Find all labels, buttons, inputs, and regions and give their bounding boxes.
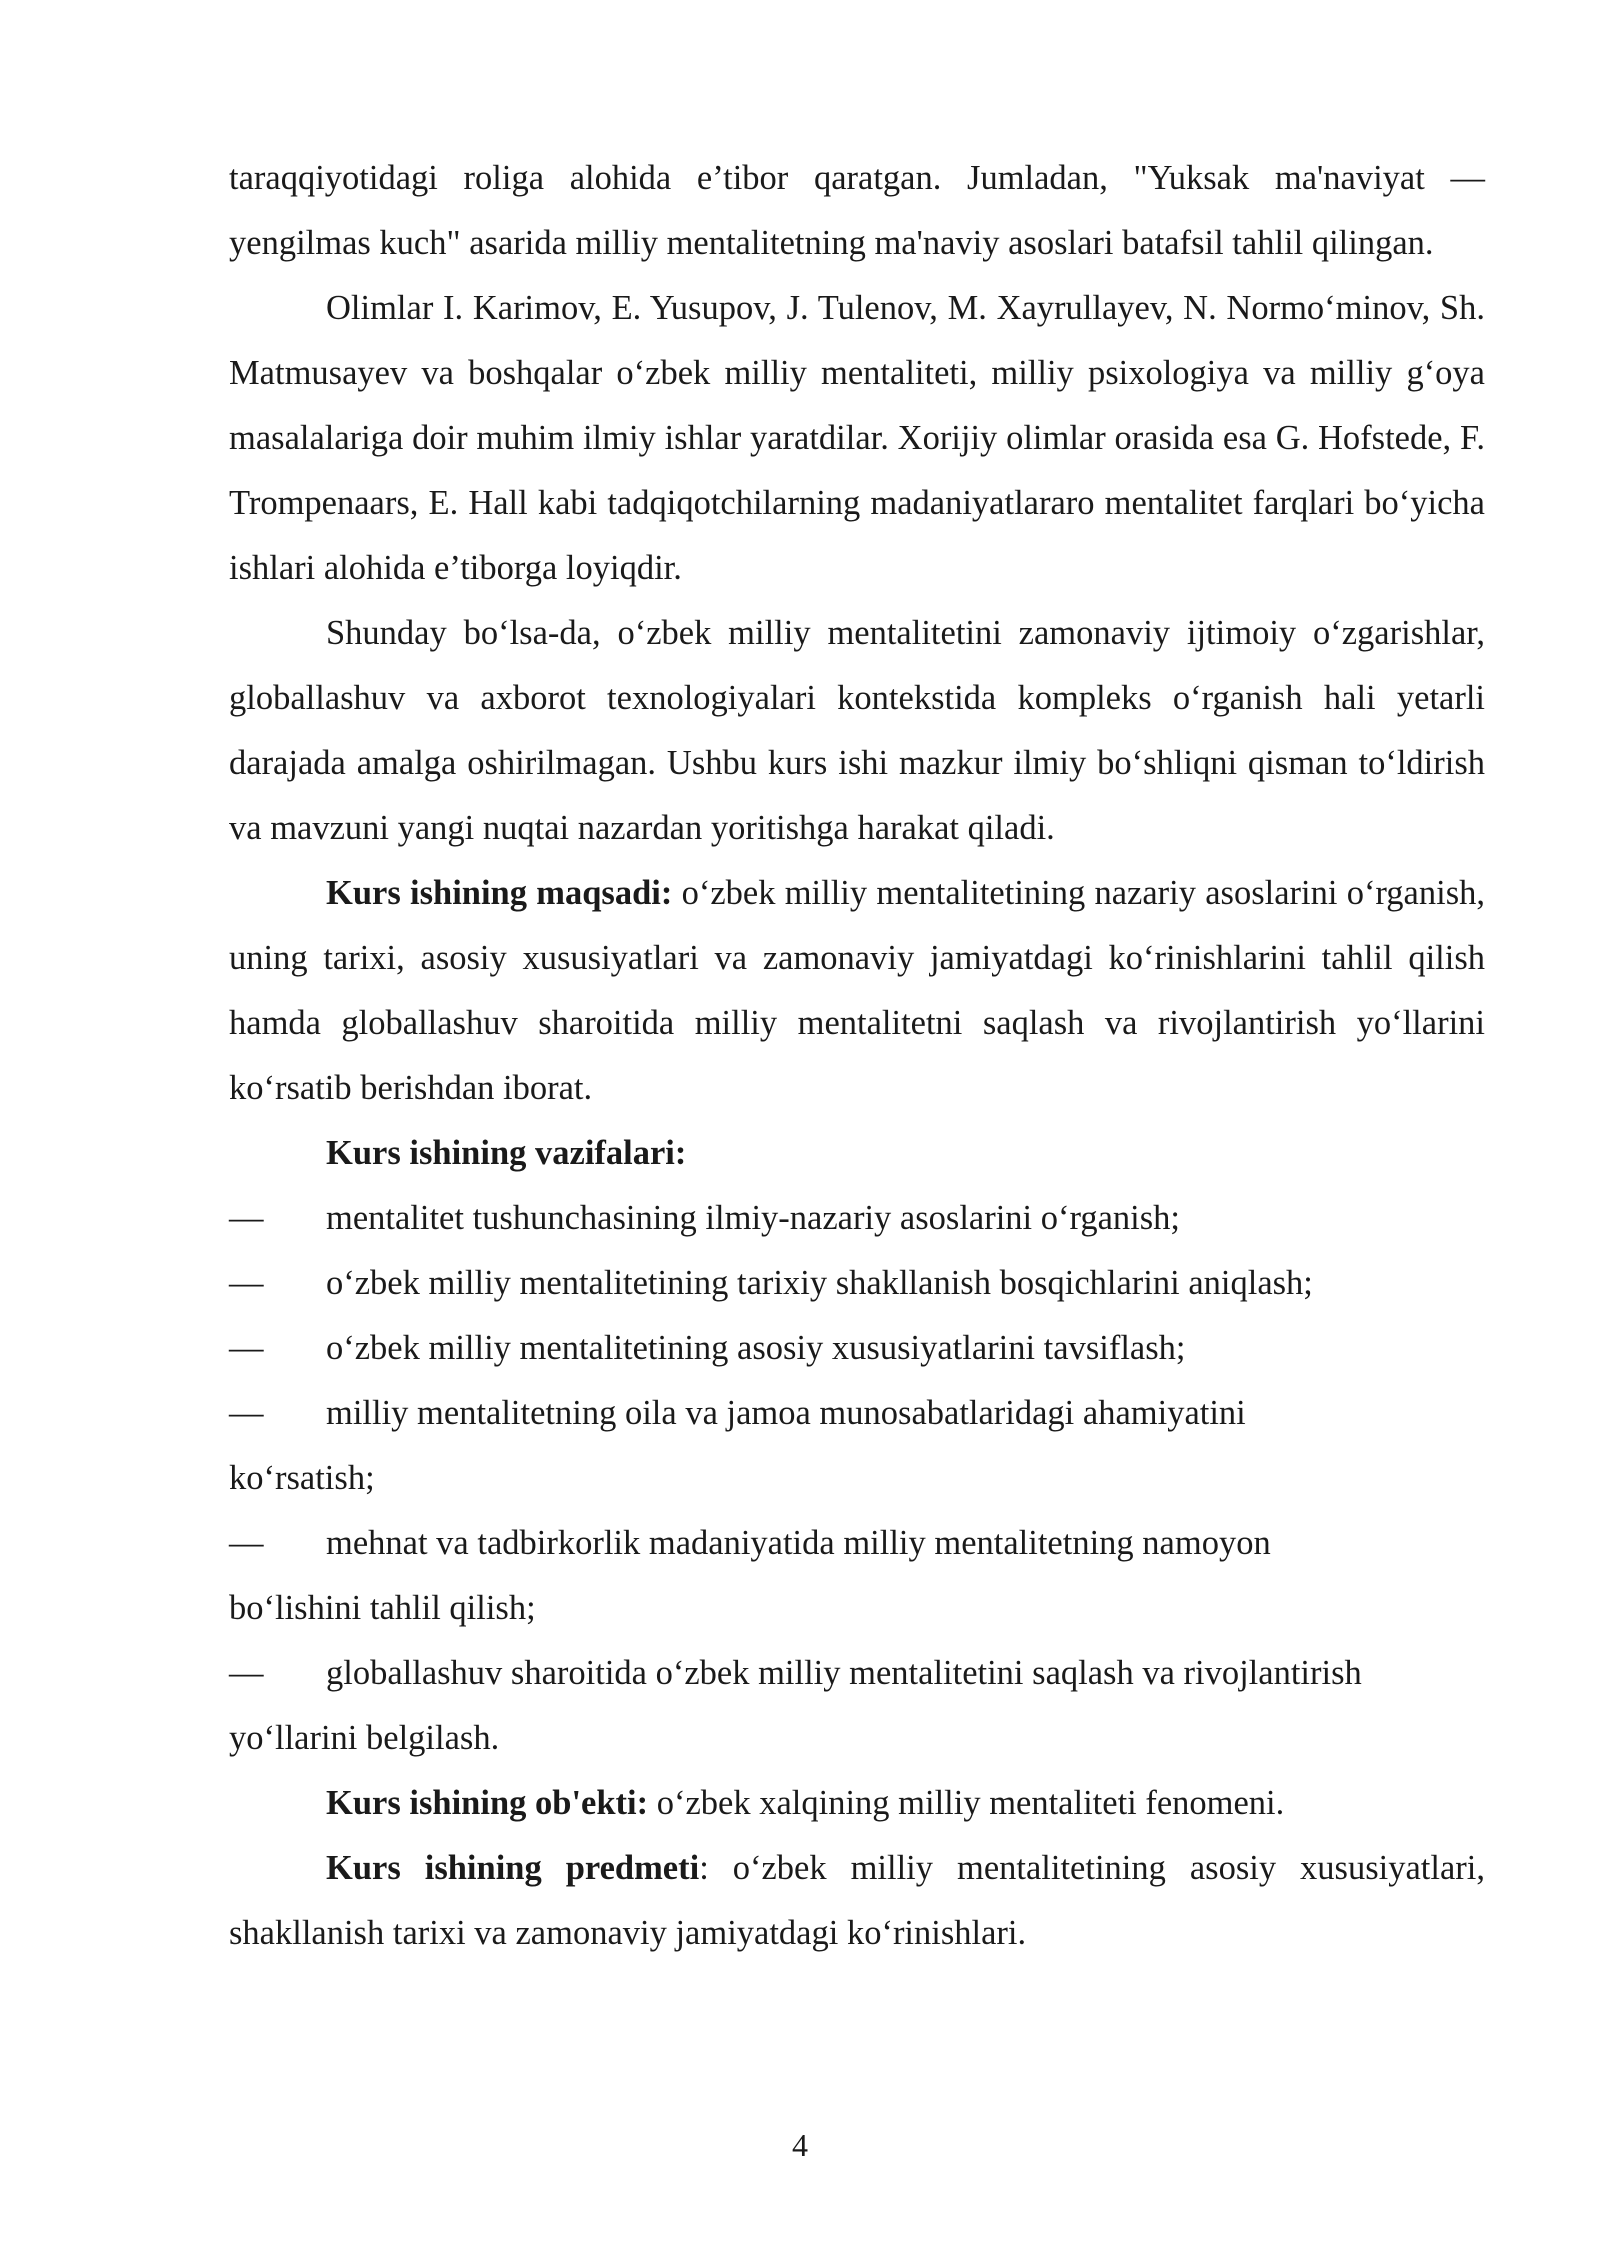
document-page xyxy=(229,146,1485,1966)
dash-bullet: — xyxy=(229,1654,264,1692)
dash-bullet: — xyxy=(229,1394,264,1432)
list-item xyxy=(229,1511,1485,1641)
paragraph-goal xyxy=(229,861,1485,1121)
dash-bullet: — xyxy=(229,1264,264,1302)
object-text: oʻzbek xalqining milliy mentaliteti fenomeni. xyxy=(648,1784,1285,1822)
list-item-continuation: koʻrsatish; xyxy=(229,1459,375,1497)
paragraph-research-gap: Shunday boʻlsa-da, oʻzbek milliy mentalitetini zamonaviy ijtimoiy oʻzgarishlar, globallashuv va axborot texnologiyalari kontekstida kompleks oʻrganish hali yetarli darajada amalga oshirilmagan. Ushbu kurs ishi mazkur ilmiy boʻshliqni qisman toʻldirish va mavzuni yangi nuqtai nazardan yoritishga harakat qiladi. xyxy=(229,614,1485,847)
list-item-text: mentalitet tushunchasining ilmiy-nazariy asoslarini oʻrganish; xyxy=(326,1199,1181,1237)
dash-bullet: — xyxy=(229,1524,264,1562)
tasks-heading: Kurs ishining vazifalari: xyxy=(326,1134,687,1172)
subject-label: Kurs ishining predmeti xyxy=(326,1849,700,1887)
page-number: 4 xyxy=(792,2127,808,2163)
list-item xyxy=(229,1641,1485,1771)
subject-text: : oʻzbek milliy mentalitetining asosiy xususiyatlari, shakllanish tarixi va zamonaviy jamiyatdagi koʻrinishlari. xyxy=(229,1849,1485,1952)
list-item xyxy=(229,1186,1485,1251)
dash-bullet: — xyxy=(229,1329,264,1367)
list-item-continuation: yoʻllarini belgilash. xyxy=(229,1719,500,1757)
goal-text: oʻzbek milliy mentalitetining nazariy asoslarini oʻrganish, uning tarixi, asosiy xususiyatlari va zamonaviy jamiyatdagi koʻrinishlarini tahlil qilish hamda globallashuv sharoitida milliy mentalitetni saqlash va rivojlantirish yoʻllarini koʻrsatib berishdan iborat. xyxy=(229,874,1485,1107)
list-item xyxy=(229,1251,1485,1316)
paragraph-object xyxy=(229,1771,1485,1836)
paragraph-scholars: Olimlar I. Karimov, E. Yusupov, J. Tulenov, M. Xayrullayev, N. Normoʻminov, Sh. Matmusayev va boshqalar oʻzbek milliy mentaliteti, milliy psixologiya va milliy gʻoya masalalariga doir muhim ilmiy ishlar yaratdilar. Xorijiy olimlar orasida esa G. Hofstede, F. Trompenaars, E. Hall kabi tadqiqotchilarning madaniyatlararo mentalitet farqlari boʻyicha ishlari alohida e’tiborga loyiqdir. xyxy=(229,289,1485,587)
object-label: Kurs ishining ob'ekti: xyxy=(326,1784,649,1822)
list-item-text: globallashuv sharoitida oʻzbek milliy mentalitetini saqlash va rivojlantirish xyxy=(326,1654,1362,1692)
dash-bullet: — xyxy=(229,1199,264,1237)
list-item-text: oʻzbek milliy mentalitetining asosiy xususiyatlarini tavsiflash; xyxy=(326,1329,1186,1367)
list-item-continuation: boʻlishini tahlil qilish; xyxy=(229,1589,536,1627)
list-item-text: milliy mentalitetning oila va jamoa munosabatlaridagi ahamiyatini xyxy=(326,1394,1246,1432)
paragraph-subject xyxy=(229,1836,1485,1966)
paragraph-intro-continuation: taraqqiyotidagi roliga alohida e’tibor qaratgan. Jumladan, "Yuksak ma'naviyat — yengilmas kuch" asarida milliy mentalitetning ma'naviy asoslari batafsil tahlil qilingan. xyxy=(229,159,1485,262)
list-item xyxy=(229,1316,1485,1381)
tasks-list xyxy=(229,1186,1485,1771)
goal-label: Kurs ishining maqsadi: xyxy=(326,874,673,912)
list-item xyxy=(229,1381,1485,1511)
list-item-text: oʻzbek milliy mentalitetining tarixiy shakllanish bosqichlarini aniqlash; xyxy=(326,1264,1313,1302)
list-item-text: mehnat va tadbirkorlik madaniyatida milliy mentalitetning namoyon xyxy=(326,1524,1271,1562)
